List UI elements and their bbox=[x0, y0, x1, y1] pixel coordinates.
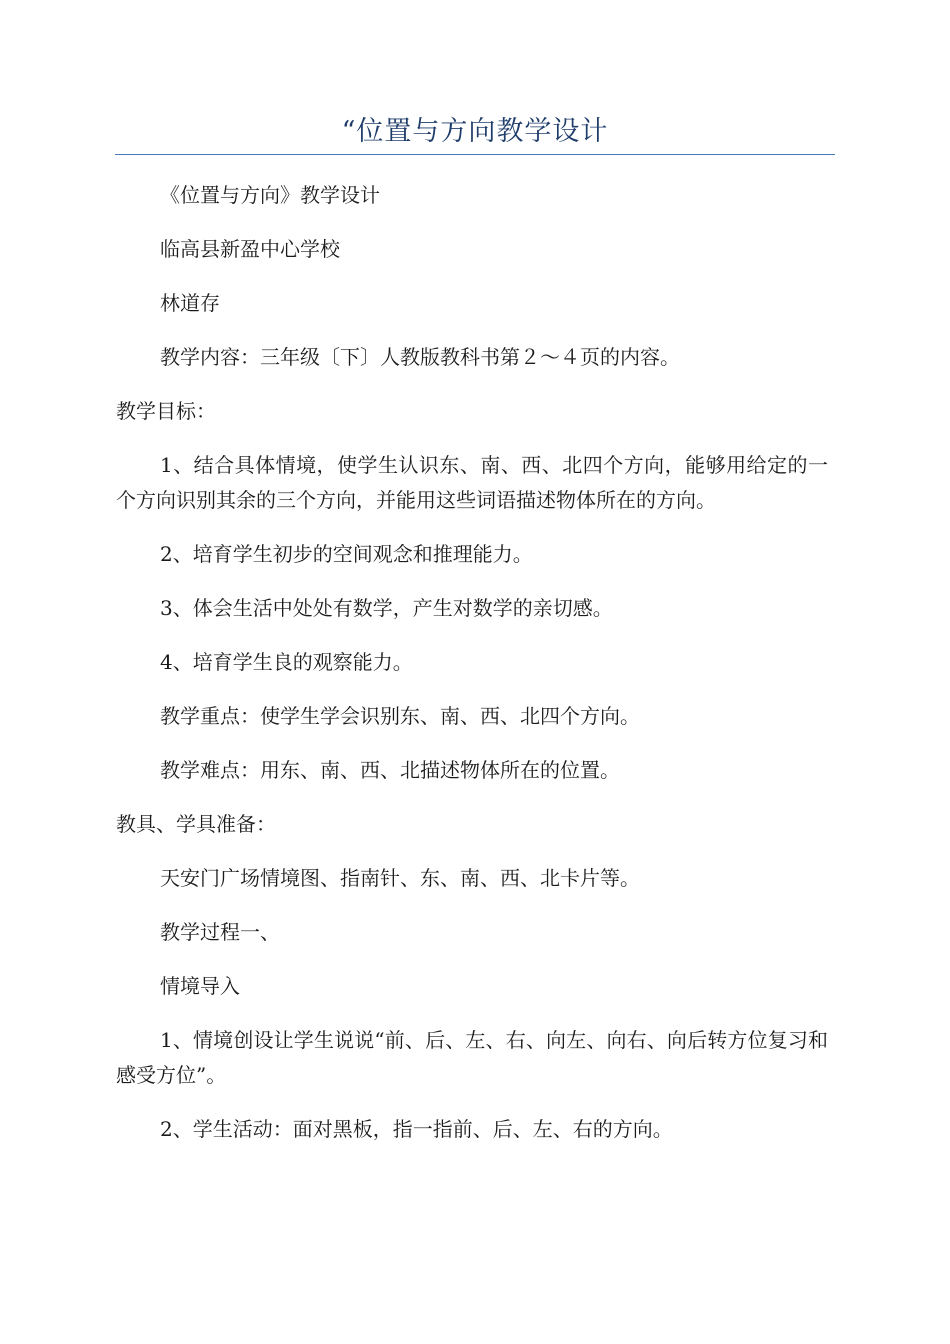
paragraph-intro-heading: 情境导入 bbox=[160, 974, 240, 998]
paragraph-author: 林道存 bbox=[160, 291, 220, 315]
paragraph-key-point: 教学重点：使学生学会识别东、南、西、北四个方向。 bbox=[160, 704, 640, 728]
title-underline bbox=[115, 154, 835, 155]
paragraph-objective-2: 2、培育学生初步的空间观念和推理能力。 bbox=[160, 542, 533, 566]
paragraph-heading: 《位置与方向》教学设计 bbox=[160, 183, 380, 207]
paragraph-step-1: 1、情境创设让学生说说“前、后、左、右、向左、向右、向后转方位复习和感受方位”。 bbox=[116, 1028, 828, 1087]
paragraph-objective-4: 4、培育学生良的观察能力。 bbox=[160, 650, 413, 674]
paragraph-process-heading: 教学过程一、 bbox=[160, 920, 280, 944]
paragraph-objective-1: 1、结合具体情境，使学生认识东、南、西、北四个方向，能够用给定的一个方向识别其余的三个方向，并能用这些词语描述物体所在的方向。 bbox=[116, 453, 828, 512]
paragraph-school: 临高县新盈中心学校 bbox=[160, 237, 340, 261]
paragraph-materials: 天安门广场情境图、指南针、东、南、西、北卡片等。 bbox=[160, 866, 640, 890]
paragraph-step-2: 2、学生活动：面对黑板，指一指前、后、左、右的方向。 bbox=[160, 1117, 673, 1141]
paragraph-objective-3: 3、体会生活中处处有数学，产生对数学的亲切感。 bbox=[160, 596, 613, 620]
document-title: “位置与方向教学设计 bbox=[341, 116, 609, 147]
paragraph-materials-heading: 教具、学具准备： bbox=[116, 812, 276, 836]
paragraph-content: 教学内容：三年级〔下〕人教版教科书第２～４页的内容。 bbox=[160, 345, 680, 369]
paragraph-objectives-heading: 教学目标： bbox=[116, 399, 216, 423]
document-body bbox=[116, 178, 828, 1166]
paragraph-difficulty: 教学难点：用东、南、西、北描述物体所在的位置。 bbox=[160, 758, 620, 782]
